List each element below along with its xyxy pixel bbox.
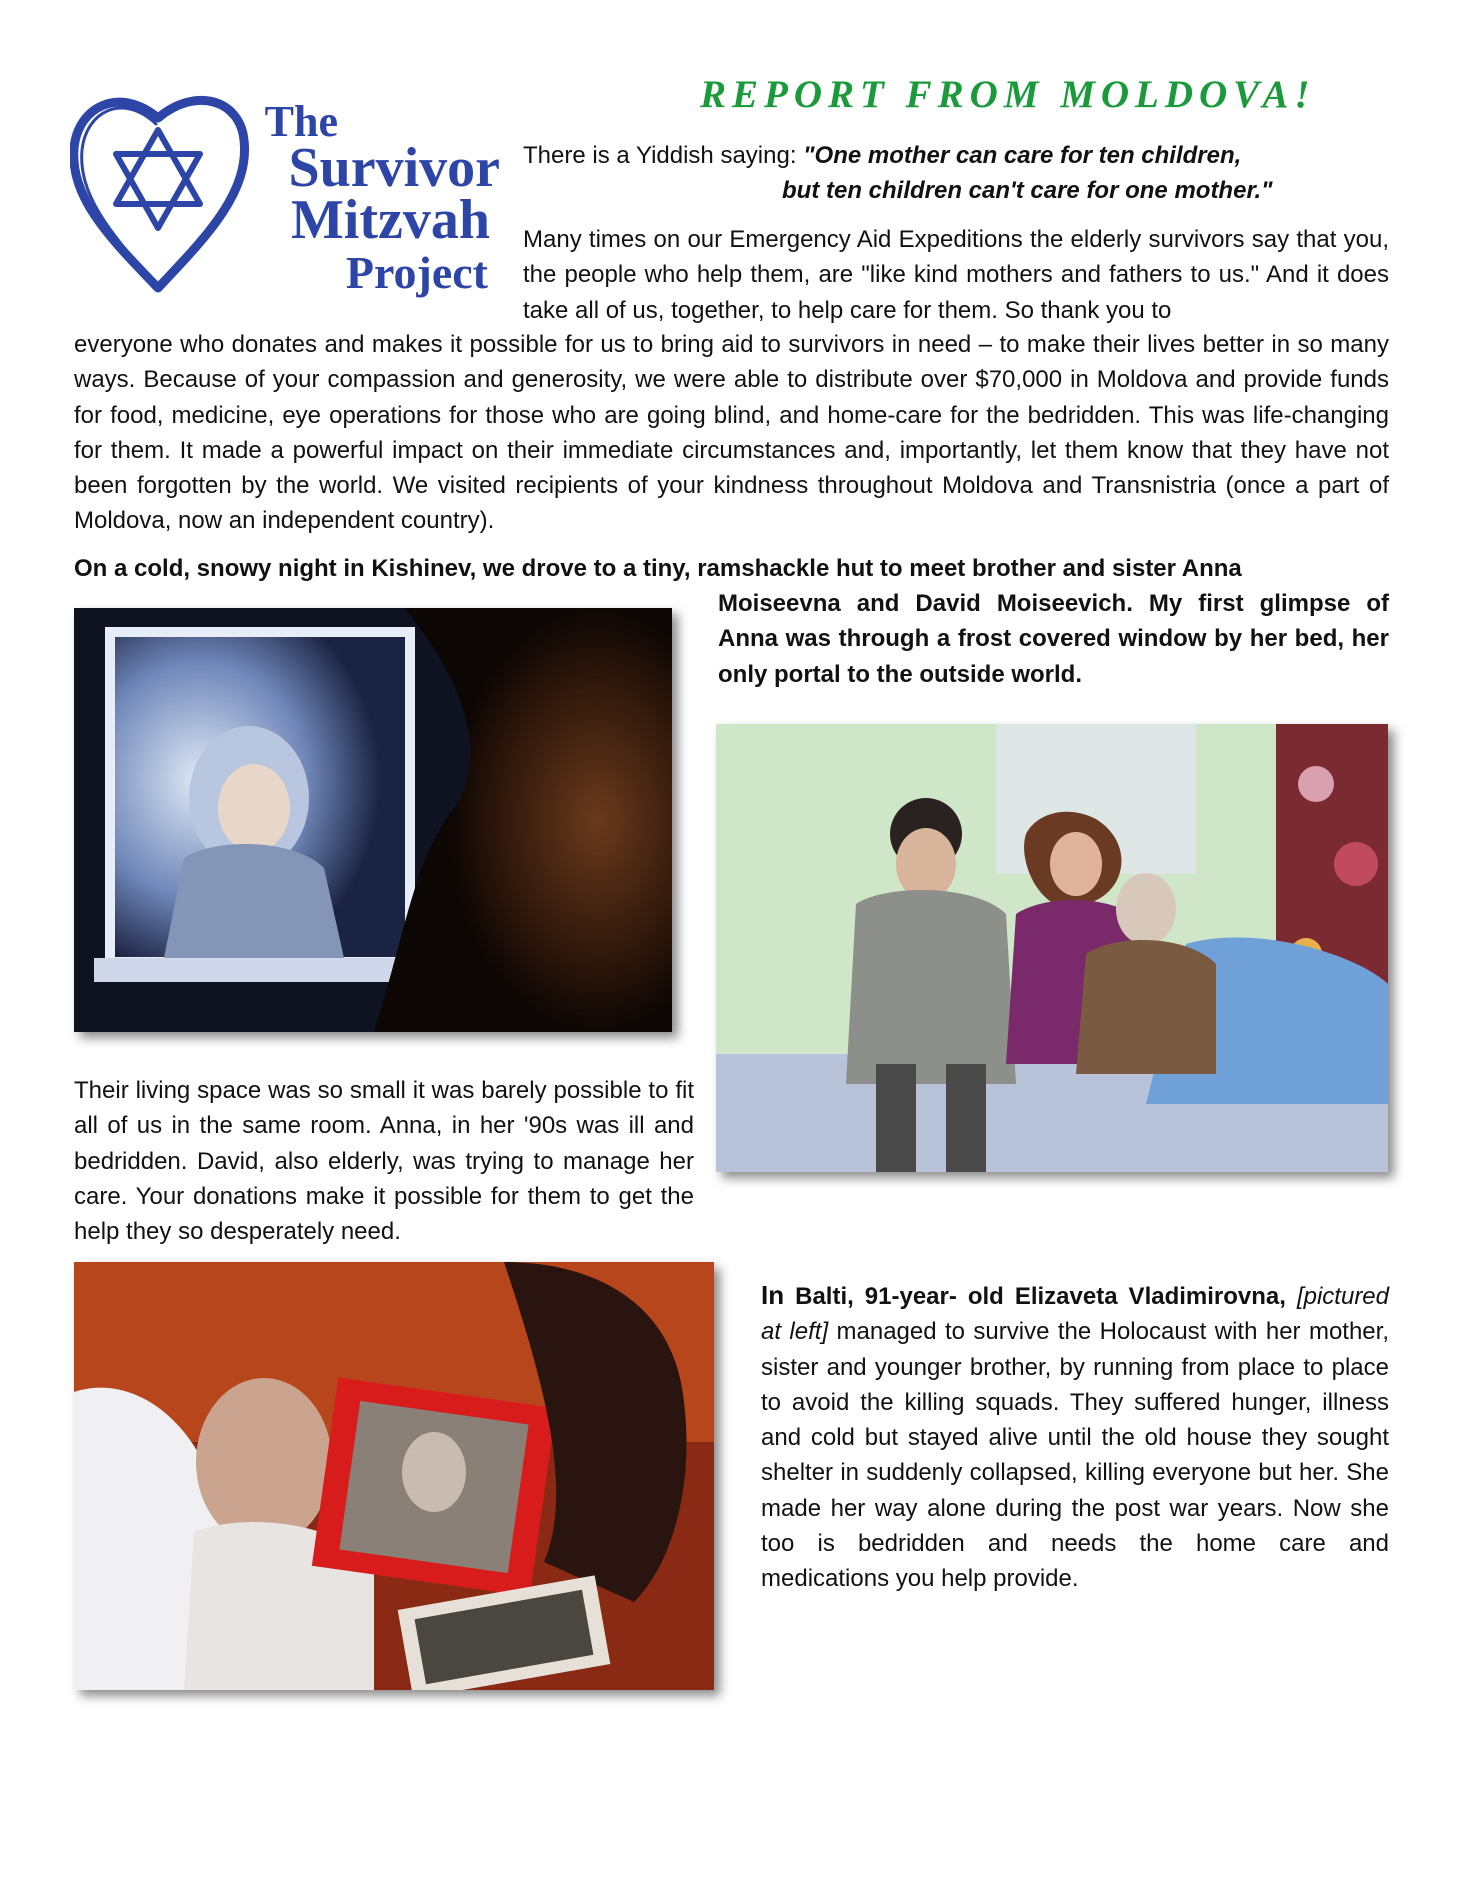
heart-star-of-david-icon xyxy=(70,78,510,308)
window-photo-image xyxy=(74,608,672,1032)
room-photo-image xyxy=(716,724,1388,1172)
intro-paragraph-part2: everyone who donates and makes it possible for us to bring aid to survivors in need – to make their lives better in so many ways. Because of your compassion and generosity, we were able to distribute over $70,000 in Moldova and provide funds for food, medicine, eye operations for those who are going blind, and home-care for the bedridden. This was life-changing for them. It made a powerful impact on their immediate circumstances and, importantly, let them know that they have not been forgotten by the world. We visited recipients of your kindness throughout Moldova and Transnistria (once a part of Moldova, now an independent country). xyxy=(74,331,1389,535)
saying-quote-line2: but ten children can't care for one mother." xyxy=(782,177,1273,204)
balti-pictured-note: [pictured at left] xyxy=(761,1283,1390,1346)
intro-paragraph-part1: Many times on our Emergency Aid Expeditions the elderly survivors say that you, the people who help them, are "like kind mothers and fathers to us." And it does take all of us, together, to help care for them. So thank you to xyxy=(523,226,1389,324)
logo-text-survivor: Survivor xyxy=(288,137,500,199)
logo-text-project: Project xyxy=(345,247,488,298)
living-space-paragraph: Their living space was so small it was barely possible to fit all of us in the same room. Anna, in her '90s was ill and bedridden. David, also elderly, was trying to manage her care. Your donations make it possible for them to get the help they so desperately need. xyxy=(74,1077,694,1246)
report-title: REPORT FROM MOLDOVA! xyxy=(700,73,1316,116)
elizaveta-photo-image xyxy=(74,1262,714,1690)
photo-anna-at-window xyxy=(74,608,672,1032)
logo-text-the: The xyxy=(264,97,338,146)
photo-elizaveta xyxy=(74,1262,714,1690)
logo-text-mitzvah: Mitzvah xyxy=(290,189,490,251)
photo-room-visit xyxy=(716,724,1388,1172)
kishinev-paragraph-part2: Moiseevna and David Moiseevich. My first glimpse of Anna was through a frost covered window by her bed, her only portal to the outside world. xyxy=(718,590,1389,688)
balti-name: Balti, 91-year- old Elizaveta Vladimirovna, xyxy=(784,1283,1286,1310)
balti-paragraph xyxy=(761,1278,1389,1597)
saying-quote-line1: "One mother can care for ten children, xyxy=(803,142,1242,169)
balti-lead: In xyxy=(761,1280,785,1310)
saying-prefix: There is a Yiddish saying: xyxy=(523,142,804,169)
yiddish-saying xyxy=(523,138,1403,173)
survivor-mitzvah-project-logo xyxy=(70,78,510,308)
balti-body: managed to survive the Holocaust with her mother, sister and younger brother, by running from place to place to avoid the killing squads. They suffered hunger, illness and cold but stayed alive until the old house they sought shelter in suddenly collapsed, killing everyone but her. She made her way alone during the post war years. Now she too is bedridden and needs the home care and medications you help provide. xyxy=(761,1318,1389,1593)
kishinev-paragraph-part1: On a cold, snowy night in Kishinev, we drove to a tiny, ramshackle hut to meet brother and sister Anna xyxy=(74,555,1242,582)
